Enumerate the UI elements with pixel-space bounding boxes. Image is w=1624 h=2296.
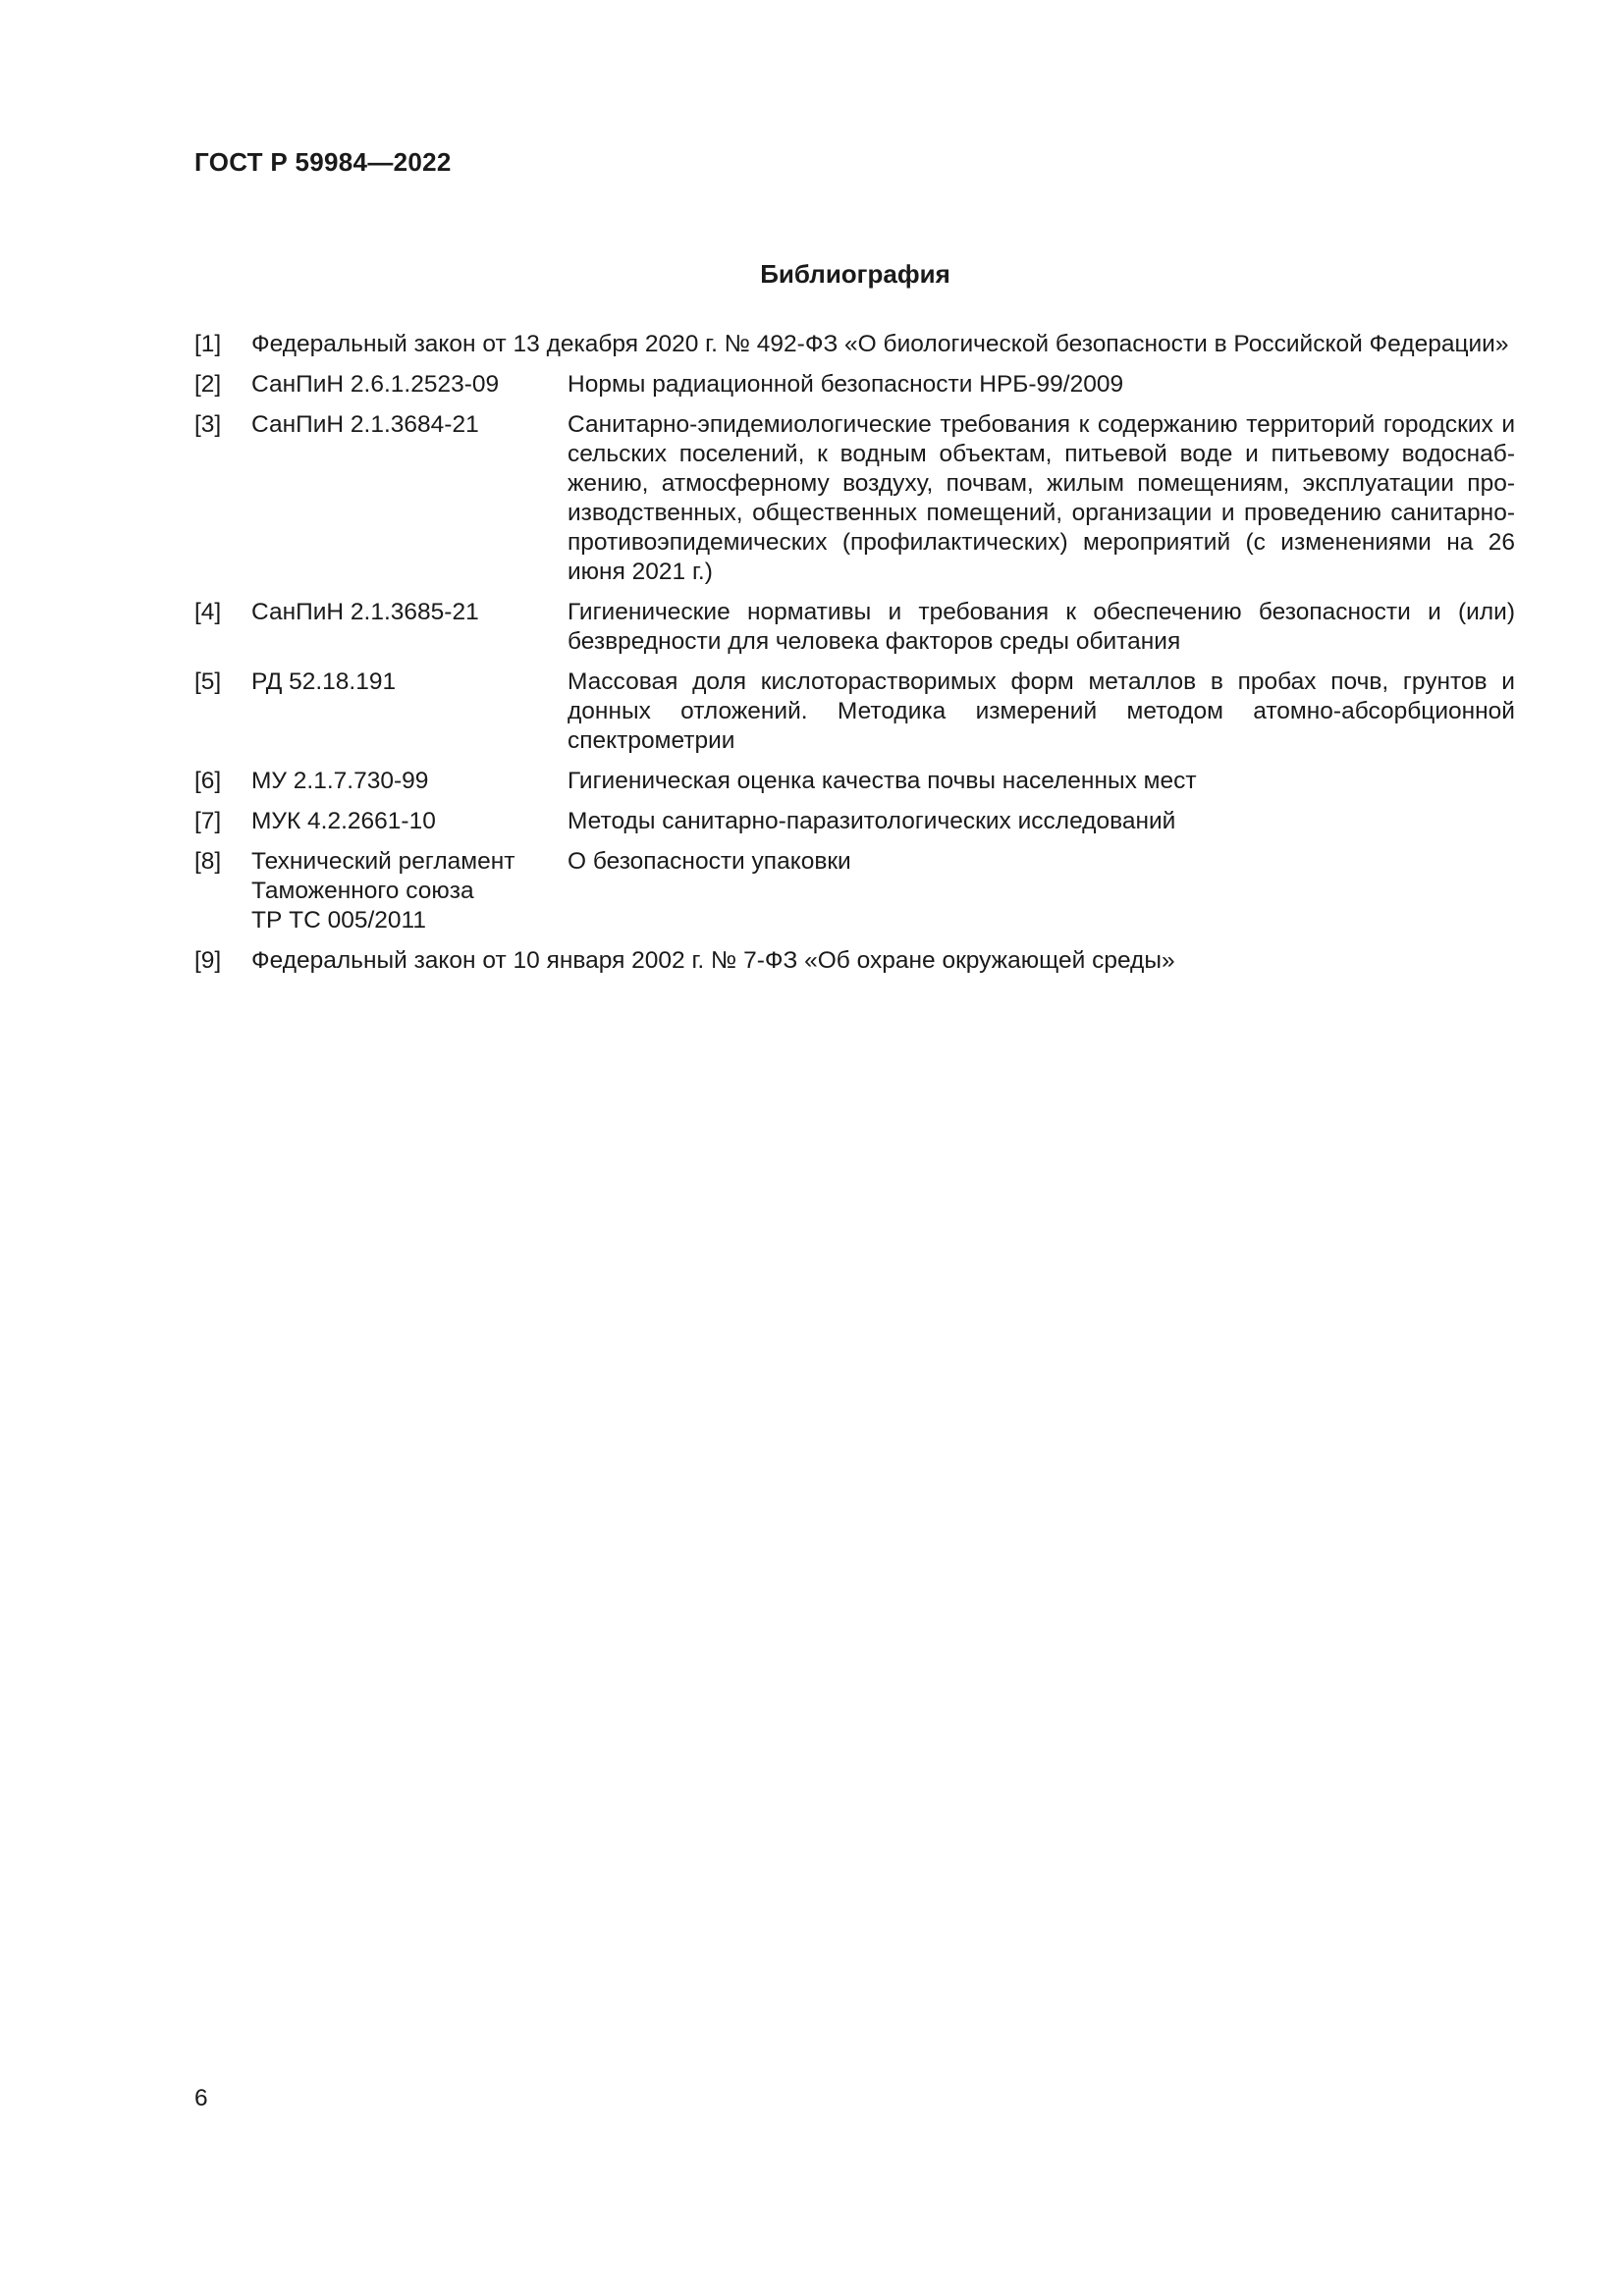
bib-code [251, 847, 564, 935]
bib-entry-6 [194, 767, 1515, 796]
bib-entry-8 [194, 847, 1515, 935]
section-title: Библиография [760, 259, 950, 289]
bib-entry-7 [194, 807, 1515, 836]
bib-code: РД 52.18.191 [251, 668, 397, 695]
bib-number: [5] [194, 668, 222, 695]
bib-number: [8] [194, 848, 222, 875]
bib-description: Массовая доля кислоторастворимых форм металлов в пробах почв, грунтов и донных отложений. Методика измерений методом атомно-абсорбционной спектрометрии [568, 668, 1515, 754]
bib-description: Гигиенические нормативы и требования к обеспечению безопасности и (или) безвредности для человека факторов среды обитания [568, 599, 1515, 655]
document-header: ГОСТ Р 59984—2022 [194, 147, 452, 177]
bib-code: МУ 2.1.7.730-99 [251, 768, 429, 794]
bib-text: Федеральный закон от 10 января 2002 г. № 7-ФЗ «Об охране окружающей среды» [251, 947, 1175, 974]
bib-entry-2 [194, 370, 1515, 400]
bib-entry-5 [194, 667, 1515, 756]
bib-description: Санитарно-эпидемиологические требования к содержанию территорий городских и сельских поселений, к водным объектам, питьевой воде и питьевому водоснабжению, атмосферному воздуху, почвам, жилым помещениям, эксплуатации производственных, общественных помещений, организации и проведению санитарно-противоэпидемических (профилактических) мероприятий (с изменениями на 26 июня 2021 г.) [568, 411, 1515, 585]
bib-number: [2] [194, 371, 222, 398]
bib-code-line: Технический регламент [251, 848, 515, 875]
bib-entry-3 [194, 410, 1515, 587]
bib-number: [6] [194, 768, 222, 794]
bib-entry-9 [194, 946, 1515, 976]
bib-description: Методы санитарно-паразитологических исследований [568, 808, 1176, 834]
bib-number: [4] [194, 599, 222, 625]
bib-number: [7] [194, 808, 222, 834]
bib-code: СанПиН 2.1.3685-21 [251, 599, 479, 625]
bib-entry-1 [194, 330, 1515, 359]
bibliography-list [194, 330, 1515, 987]
bib-code-line: ТР ТС 005/2011 [251, 907, 426, 934]
bib-number: [9] [194, 947, 222, 974]
bib-description: О безопасности упаковки [568, 848, 851, 875]
bib-number: [3] [194, 411, 222, 438]
bib-number: [1] [194, 331, 222, 357]
bib-description: Нормы радиационной безопасности НРБ-99/2009 [568, 371, 1124, 398]
bib-entry-4 [194, 598, 1515, 657]
bib-code: СанПиН 2.6.1.2523-09 [251, 371, 500, 398]
bib-description: Гигиеническая оценка качества почвы населенных мест [568, 768, 1197, 794]
bib-code: СанПиН 2.1.3684-21 [251, 411, 479, 438]
bib-code: МУК 4.2.2661-10 [251, 808, 436, 834]
bib-code-line: Таможенного союза [251, 878, 474, 904]
page-number: 6 [194, 2085, 208, 2111]
bib-text: Федеральный закон от 13 декабря 2020 г. № 492-ФЗ «О биологической безопасности в Российской Федерации» [251, 331, 1509, 357]
